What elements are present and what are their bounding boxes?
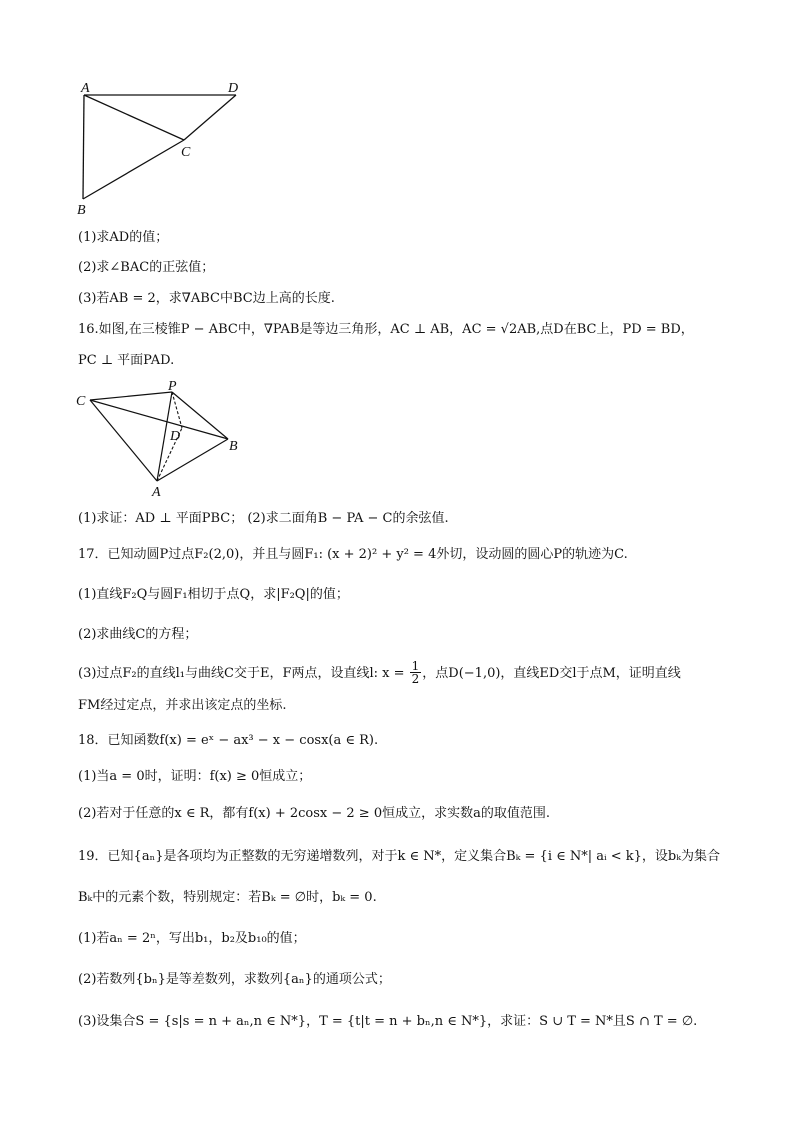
q19-part1: (1)若aₙ = 2ⁿ，写出b₁，b₂及b₁₀的值； (78, 931, 306, 946)
segment-ac (84, 95, 184, 140)
label-a: A (152, 485, 161, 500)
label-d: D (228, 81, 239, 96)
q18-part2: (2)若对于任意的x ∈ R，都有f(x) + 2cosx − 2 ≥ 0恒成立，求实数a的取值范围. (78, 806, 550, 821)
label-c: C (181, 145, 191, 160)
q17-part1: (1)直线F₂Q与圆F₁相切于点Q，求|F₂Q|的值； (78, 587, 349, 602)
label-d: D (170, 429, 181, 444)
q18-stem: 18．已知函数f(x) = eˣ − ax³ − x − cosx(a ∈ R). (78, 733, 379, 748)
fraction-denominator: 2 (411, 672, 420, 686)
q15-part1: (1)求AD的值； (78, 230, 169, 245)
label-c: C (76, 394, 86, 409)
edge-pb (172, 392, 228, 439)
q17-stem: 17．已知动圆P过点F₂(2,0)，并且与圆F₁: (x + 2)² + y² = 4外切，设动圆的圆心P的轨迹为C. (78, 547, 628, 562)
label-a: A (81, 81, 90, 96)
segment-ab (83, 95, 84, 199)
q15-part3: (3)若AB = 2，求∇ABC中BC边上高的长度. (78, 291, 335, 306)
segment-bc (83, 140, 184, 199)
label-b: B (77, 203, 86, 218)
q16-stem-line1: 16.如图,在三棱锥P − ABC中，∇PAB是等边三角形，AC ⊥ AB，AC = √2AB,点D在BC上，PD = BD， (78, 322, 694, 337)
q19-part2: (2)若数列{bₙ}是等差数列，求数列{aₙ}的通项公式； (78, 972, 391, 987)
label-b: B (229, 439, 238, 454)
q18-part1: (1)当a = 0时，证明：f(x) ≥ 0恒成立； (78, 769, 312, 784)
q19-part3: (3)设集合S = {s|s = n + aₙ,n ∈ N*}，T = {t|t = n + bₙ,n ∈ N*}，求证：S ∪ T = N*且S ∩ T = ∅. (78, 1014, 698, 1029)
q15-part2: (2)求∠BAC的正弦值； (78, 260, 215, 275)
figure-quadrilateral-abcd (70, 74, 260, 224)
q17-part3-line2: FM经过定点，并求出该定点的坐标. (78, 698, 287, 713)
q16-parts: (1)求证：AD ⊥ 平面PBC； (2)求二面角B − PA − C的余弦值. (78, 511, 449, 526)
q19-stem-line2: Bₖ中的元素个数，特别规定：若Bₖ = ∅时，bₖ = 0. (78, 890, 377, 905)
edge-cp (90, 392, 172, 400)
q19-stem-line1: 19．已知{aₙ}是各项均为正整数的无穷递增数列，对于k ∈ N*，定义集合Bₖ = {i ∈ N*| aᵢ < k}，设bₖ为集合 (78, 849, 720, 864)
segment-dc (184, 95, 236, 140)
q17-part2: (2)求曲线C的方程； (78, 627, 198, 642)
label-p: P (168, 379, 177, 394)
edge-cb (90, 400, 228, 439)
figure-pyramid-pabc (70, 378, 250, 500)
edge-ca (90, 400, 157, 481)
q16-stem-line2: PC ⊥ 平面PAD. (78, 353, 175, 368)
q17-part3-text-a: (3)过点F₂的直线l₁与曲线C交于E，F两点，设直线l: x = (78, 666, 409, 681)
q17-part3-line1 (78, 661, 681, 686)
edge-ab (157, 439, 228, 481)
edge-pd (172, 392, 182, 428)
fraction-one-half (410, 660, 422, 685)
fraction-numerator: 1 (411, 659, 420, 673)
q17-part3-text-b: ，点D(−1,0)，直线ED交l于点M，证明直线 (422, 666, 681, 681)
